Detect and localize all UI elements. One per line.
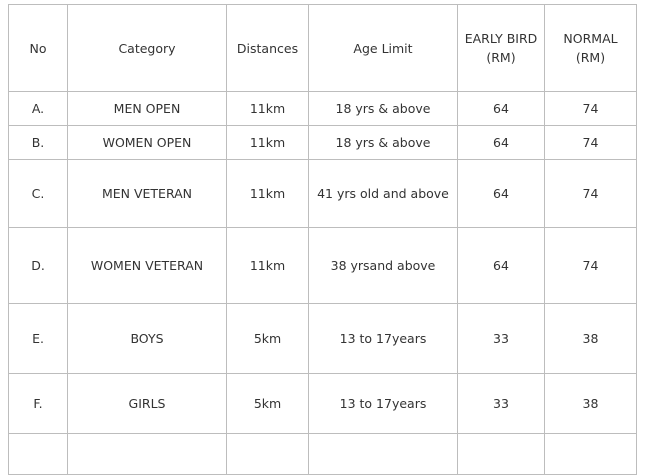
price-table-container: [8, 4, 636, 475]
cell-category: GIRLS: [68, 374, 227, 434]
cell-early-bird: 64: [458, 92, 545, 126]
cell-normal: 38: [545, 374, 637, 434]
cell-empty: [458, 434, 545, 475]
cell-age-limit: 18 yrs & above: [309, 92, 458, 126]
cell-distance: 11km: [227, 126, 309, 160]
table-row: [9, 374, 637, 434]
cell-normal: 74: [545, 160, 637, 228]
cell-no: E.: [9, 304, 68, 374]
cell-age-limit: 41 yrs old and above: [309, 160, 458, 228]
table-row: [9, 126, 637, 160]
header-no: No: [9, 5, 68, 92]
cell-distance: 11km: [227, 92, 309, 126]
table-row-partial: [9, 434, 637, 475]
cell-early-bird: 33: [458, 374, 545, 434]
cell-distance: 5km: [227, 304, 309, 374]
table-row: [9, 304, 637, 374]
cell-category: WOMEN OPEN: [68, 126, 227, 160]
cell-distance: 5km: [227, 374, 309, 434]
table-row: [9, 160, 637, 228]
cell-empty: [227, 434, 309, 475]
cell-category: MEN OPEN: [68, 92, 227, 126]
cell-distance: 11km: [227, 160, 309, 228]
header-early-bird: EARLY BIRD (RM): [458, 5, 545, 92]
cell-early-bird: 64: [458, 228, 545, 304]
cell-age-limit: 38 yrsand above: [309, 228, 458, 304]
cell-no: A.: [9, 92, 68, 126]
cell-empty: [68, 434, 227, 475]
cell-early-bird: 64: [458, 126, 545, 160]
header-distances: Distances: [227, 5, 309, 92]
cell-early-bird: 33: [458, 304, 545, 374]
category-price-table: [8, 4, 637, 475]
cell-normal: 38: [545, 304, 637, 374]
cell-normal: 74: [545, 126, 637, 160]
cell-distance: 11km: [227, 228, 309, 304]
table-header-row: [9, 5, 637, 92]
cell-empty: [545, 434, 637, 475]
cell-no: F.: [9, 374, 68, 434]
cell-early-bird: 64: [458, 160, 545, 228]
cell-age-limit: 13 to 17years: [309, 304, 458, 374]
cell-category: BOYS: [68, 304, 227, 374]
cell-normal: 74: [545, 228, 637, 304]
cell-age-limit: 13 to 17years: [309, 374, 458, 434]
header-category: Category: [68, 5, 227, 92]
table-row: [9, 228, 637, 304]
cell-no: C.: [9, 160, 68, 228]
cell-normal: 74: [545, 92, 637, 126]
header-normal: NORMAL (RM): [545, 5, 637, 92]
cell-category: MEN VETERAN: [68, 160, 227, 228]
cell-no: D.: [9, 228, 68, 304]
table-row: [9, 92, 637, 126]
cell-category: WOMEN VETERAN: [68, 228, 227, 304]
cell-empty: [9, 434, 68, 475]
header-age-limit: Age Limit: [309, 5, 458, 92]
cell-no: B.: [9, 126, 68, 160]
cell-age-limit: 18 yrs & above: [309, 126, 458, 160]
cell-empty: [309, 434, 458, 475]
